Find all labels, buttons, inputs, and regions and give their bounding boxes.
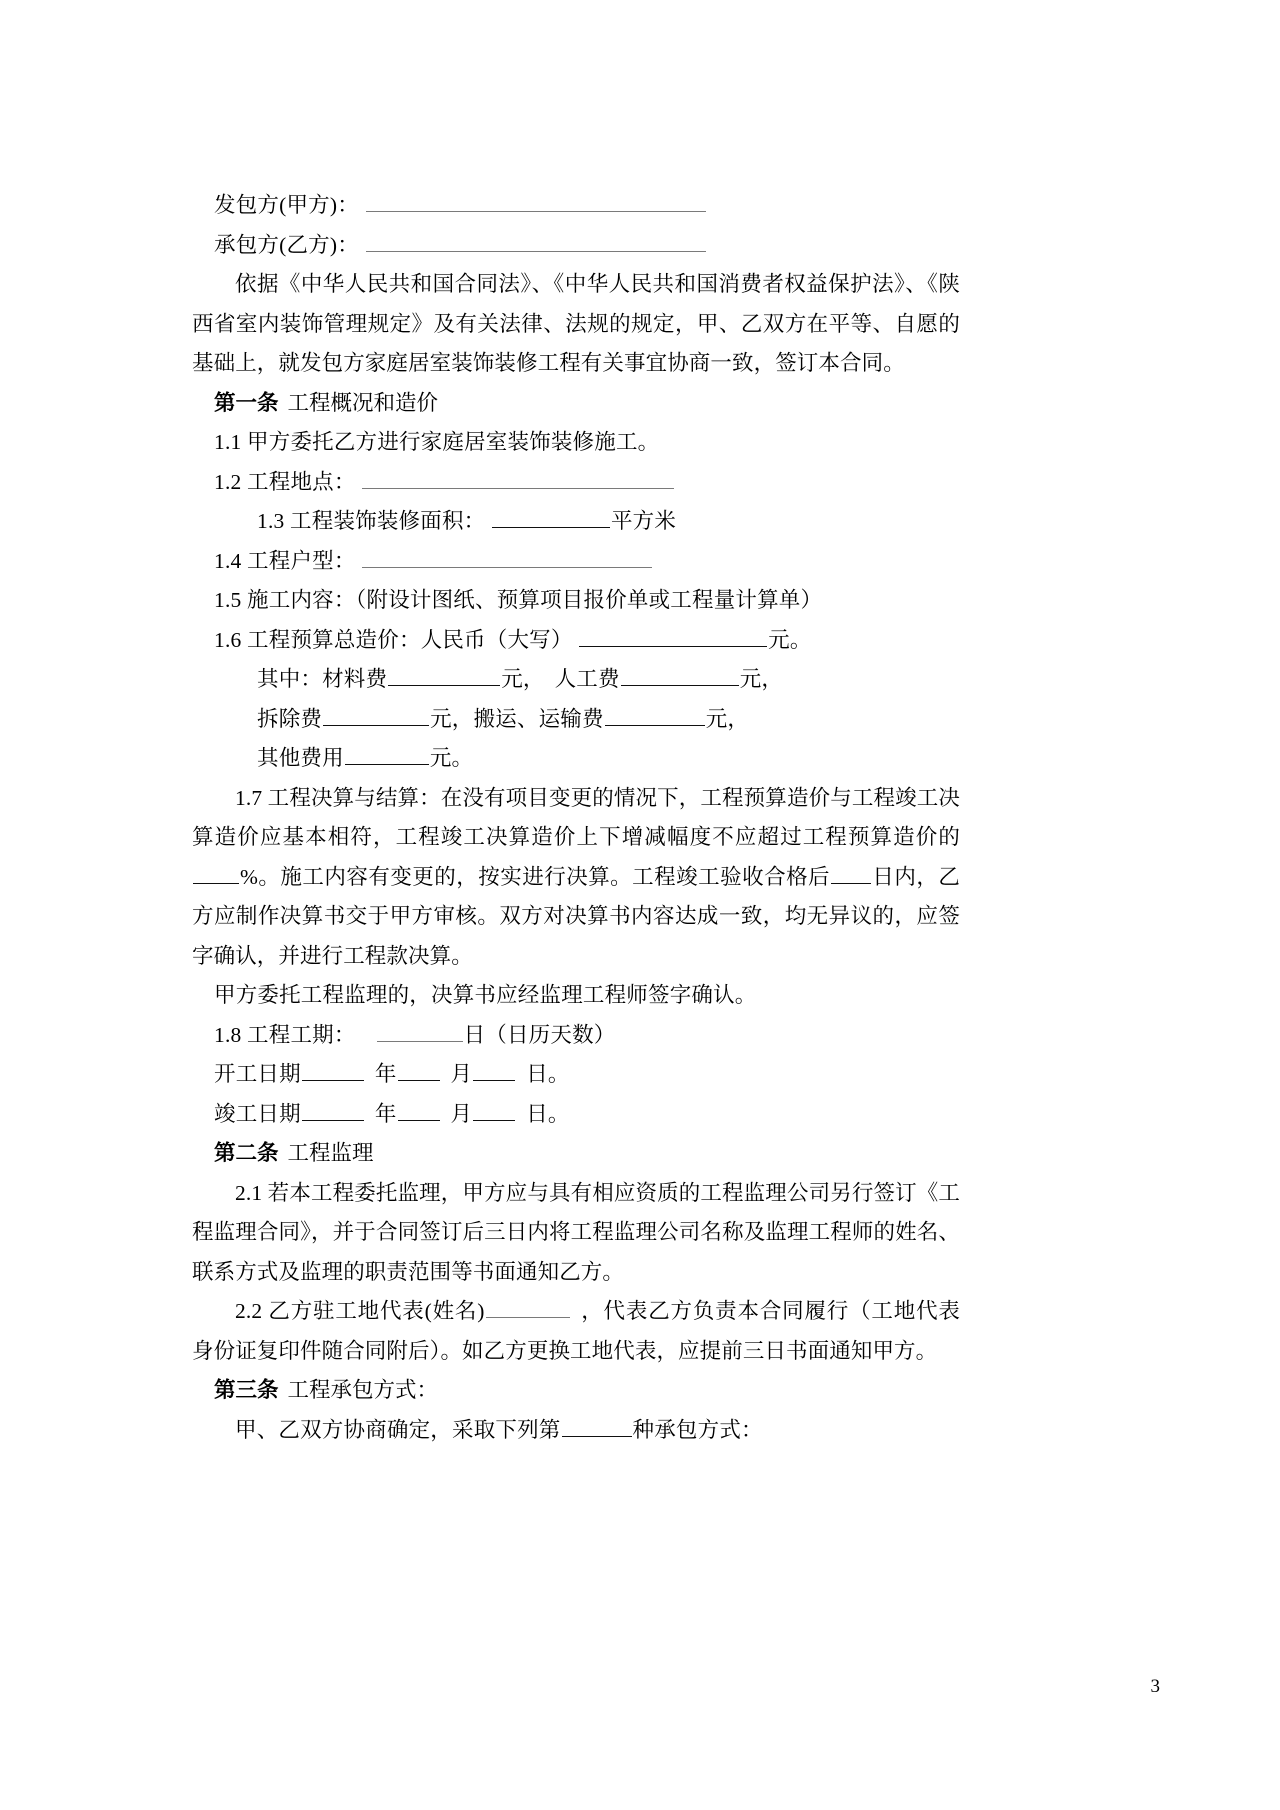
labor-fee-blank[interactable] (621, 665, 739, 686)
site-representative-name-blank[interactable] (486, 1297, 570, 1318)
item-1-1: 1.1 甲方委托乙方进行家庭居室装饰装修施工。 (214, 430, 660, 454)
project-location-blank[interactable] (362, 467, 674, 488)
item-1-7-part-b: %。施工内容有变更的，按实进行决算。工程竣工验收合格后 (240, 864, 831, 889)
fees-line-1 (192, 660, 960, 700)
start-date-month-unit: 月 (450, 1062, 473, 1086)
clause-2-number: 第二条 (214, 1141, 279, 1165)
project-housetype-blank[interactable] (362, 546, 652, 567)
item-1-8 (192, 1016, 960, 1056)
item-1-4 (192, 542, 960, 582)
party-a-label: 发包方(甲方)： (214, 193, 359, 217)
project-duration-blank[interactable] (377, 1020, 463, 1041)
page-number: 3 (1150, 1676, 1160, 1697)
item-1-7-note: 甲方委托工程监理的，决算书应经监理工程师签字确认。 (214, 983, 757, 1007)
item-1-4-label: 1.4 工程户型： (214, 548, 356, 573)
clause-3-number: 第三条 (214, 1378, 279, 1402)
other-fee-blank[interactable] (345, 744, 429, 765)
item-2-1: 2.1 若本工程委托监理，甲方应与具有相应资质的工程监理公司另行签订《工程监理合同》，并于合同签订后三日内将工程监理公司名称及监理工程师的姓名、联系方式及监理的职责范围等书面通知乙方。 (192, 1180, 960, 1284)
item-1-5: 1.5 施工内容：（附设计图纸、预算项目报价单或工程量计算单） (214, 588, 823, 612)
labor-fee-unit: 元， (739, 667, 784, 691)
transport-fee-blank[interactable] (605, 704, 705, 725)
other-fee-label: 其他费用 (257, 746, 344, 770)
finish-date-year-blank[interactable] (302, 1099, 364, 1120)
preamble-paragraph: 依据《中华人民共和国合同法》、《中华人民共和国消费者权益保护法》、《陕西省室内装饰管理规定》及有关法律、法规的规定，甲、乙双方在平等、自愿的基础上，就发包方家庭居室装饰装修工程有关事宜协商一致，签订本合同。 (192, 272, 960, 375)
document-content (192, 186, 960, 1450)
fees-line-3 (192, 739, 960, 779)
item-1-2-label: 1.2 工程地点： (214, 469, 356, 494)
item-2-2-part-b: ，代表乙方负责本合同履行（工地代表身份证复印件随合同附后）。如乙方更换工地代表，应提前三日书面通知甲方。 (192, 1299, 960, 1363)
item-1-3-label: 1.3 工程装饰装修面积： (257, 509, 486, 533)
item-1-6-label: 1.6 工程预算总造价：人民币（大写） (214, 627, 573, 652)
start-date-month-blank[interactable] (398, 1060, 440, 1081)
material-fee-label: 其中：材料费 (257, 667, 388, 691)
item-1-7-part-a: 1.7 工程决算与结算：在没有项目变更的情况下，工程预算造价与工程竣工决算造价应基本相符，工程竣工决算造价上下增减幅度不应超过工程预算造价的 (192, 785, 960, 849)
item-1-7-part-c: 日内，乙方应制作决算书交于甲方审核。双方对决算书内容达成一致，均无异议的，应签字确认，并进行工程款决算。 (192, 864, 960, 968)
start-date-line (192, 1055, 960, 1095)
item-1-6-unit: 元。 (768, 627, 812, 652)
clause-1-heading (192, 384, 960, 424)
start-date-day-blank[interactable] (473, 1060, 515, 1081)
party-a-blank[interactable] (366, 191, 706, 212)
clause-3-title: 工程承包方式： (287, 1378, 439, 1402)
demolition-fee-unit: 元，搬运、运输费 (430, 706, 604, 731)
start-date-year-blank[interactable] (302, 1060, 364, 1081)
finish-date-month-blank[interactable] (398, 1099, 440, 1120)
material-fee-blank[interactable] (388, 665, 500, 686)
finish-date-month-unit: 月 (450, 1101, 473, 1126)
item-2-2 (192, 1292, 960, 1371)
item-2-2-part-a: 2.2 乙方驻工地代表(姓名) (235, 1299, 485, 1323)
clause-3-heading (192, 1371, 960, 1411)
start-date-day-unit: 日。 (526, 1062, 570, 1086)
clause-2-title: 工程监理 (287, 1141, 374, 1165)
party-b-blank[interactable] (366, 230, 706, 251)
demolition-fee-label: 拆除费 (257, 706, 323, 731)
finish-date-label: 竣工日期 (214, 1101, 301, 1126)
clause-2-heading (192, 1134, 960, 1174)
party-b-label: 承包方(乙方)： (214, 232, 359, 257)
clause-1-title: 工程概况和造价 (287, 390, 439, 415)
demolition-fee-blank[interactable] (323, 704, 429, 725)
fees-line-2 (192, 700, 960, 740)
party-line-partya (192, 186, 960, 226)
finish-date-day-blank[interactable] (473, 1099, 515, 1120)
clause-1-number: 第一条 (214, 390, 279, 415)
finish-date-day-unit: 日。 (526, 1101, 570, 1126)
contract-method-blank[interactable] (562, 1415, 632, 1436)
other-fee-unit: 元。 (429, 746, 474, 770)
party-line-partyb (192, 226, 960, 266)
start-date-label: 开工日期 (214, 1062, 301, 1086)
item-3-1 (192, 1411, 960, 1451)
labor-fee-label: 人工费 (554, 667, 620, 691)
material-fee-unit: 元， (501, 667, 545, 691)
item-1-3 (192, 502, 960, 542)
item-3-part-a: 甲、乙双方协商确定，采取下列第 (235, 1417, 561, 1442)
item-3-part-b: 种承包方式： (632, 1417, 763, 1442)
settlement-days-blank[interactable] (831, 862, 871, 883)
budget-variance-percent-blank[interactable] (193, 862, 239, 883)
item-1-7 (192, 779, 960, 977)
item-1-8-label: 1.8 工程工期： (214, 1022, 356, 1047)
total-budget-blank[interactable] (579, 625, 767, 646)
project-area-blank[interactable] (492, 507, 610, 528)
start-date-year-unit: 年 (374, 1062, 397, 1086)
transport-fee-unit: 元， (705, 706, 750, 731)
item-1-3-unit: 平方米 (610, 509, 677, 533)
finish-date-line (192, 1095, 960, 1135)
item-1-2 (192, 463, 960, 503)
item-1-8-unit: 日（日历天数） (463, 1022, 616, 1047)
item-1-6 (192, 621, 960, 661)
finish-date-year-unit: 年 (374, 1101, 397, 1126)
